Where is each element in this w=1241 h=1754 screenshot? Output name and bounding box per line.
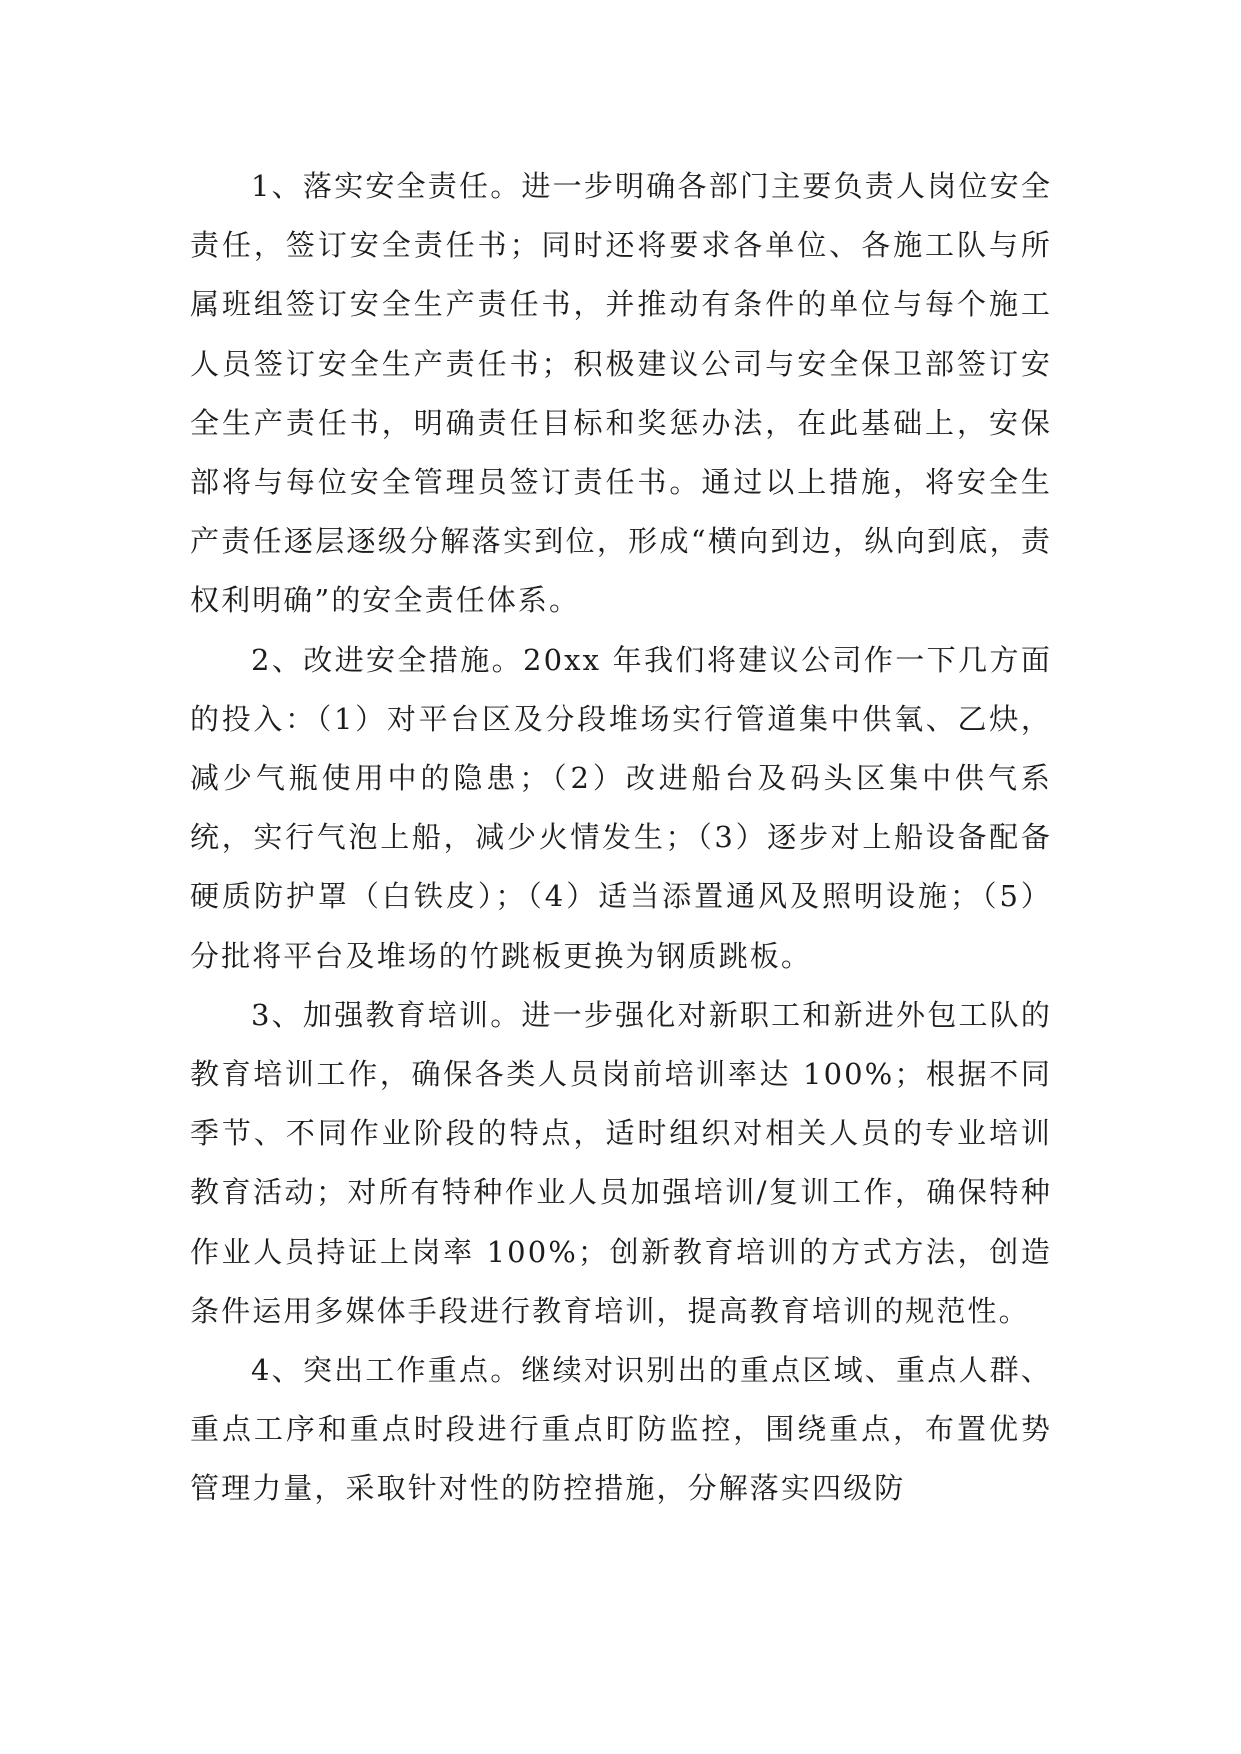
document-body <box>190 157 1052 1519</box>
paragraph-safety-measures: 2、改进安全措施。20xx 年我们将建议公司作一下几方面的投入：（1）对平台区及分段堆场实行管道集中供氧、乙炔，减少气瓶使用中的隐患；（2）改进船台及码头区集中供气系统，实行气泡上船，减少火情发生；（3）逐步对上船设备配备硬质防护罩（白铁皮）；（4）适当添置通风及照明设施；（5）分批将平台及堆场的竹跳板更换为钢质跳板。 <box>190 642 1052 973</box>
paragraph-work-focus: 4、突出工作重点。继续对识别出的重点区域、重点人群、重点工序和重点时段进行重点盯防监控，围绕重点，布置优势管理力量，采取针对性的防控措施，分解落实四级防 <box>190 1353 1052 1506</box>
paragraph-safety-responsibility: 1、落实安全责任。进一步明确各部门主要负责人岗位安全责任，签订安全责任书；同时还将要求各单位、各施工队与所属班组签订安全生产责任书，并推动有条件的单位与每个施工人员签订安全生产责任书；积极建议公司与安全保卫部签订安全生产责任书，明确责任目标和奖惩办法，在此基础上，安保部将与每位安全管理员签订责任书。通过以上措施，将安全生产责任逐层逐级分解落实到位，形成“横向到边，纵向到底，责权利明确”的安全责任体系。 <box>190 169 1052 618</box>
paragraph-education-training: 3、加强教育培训。进一步强化对新职工和新进外包工队的教育培训工作，确保各类人员岗前培训率达 100%；根据不同季节、不同作业阶段的特点，适时组织对相关人员的专业培训教育活动；对所有特种作业人员加强培训/复训工作，确保特种作业人员持证上岗率 100%；创新教育培训的方式方法，创造条件运用多媒体手段进行教育培训，提高教育培训的规范性。 <box>190 997 1052 1328</box>
